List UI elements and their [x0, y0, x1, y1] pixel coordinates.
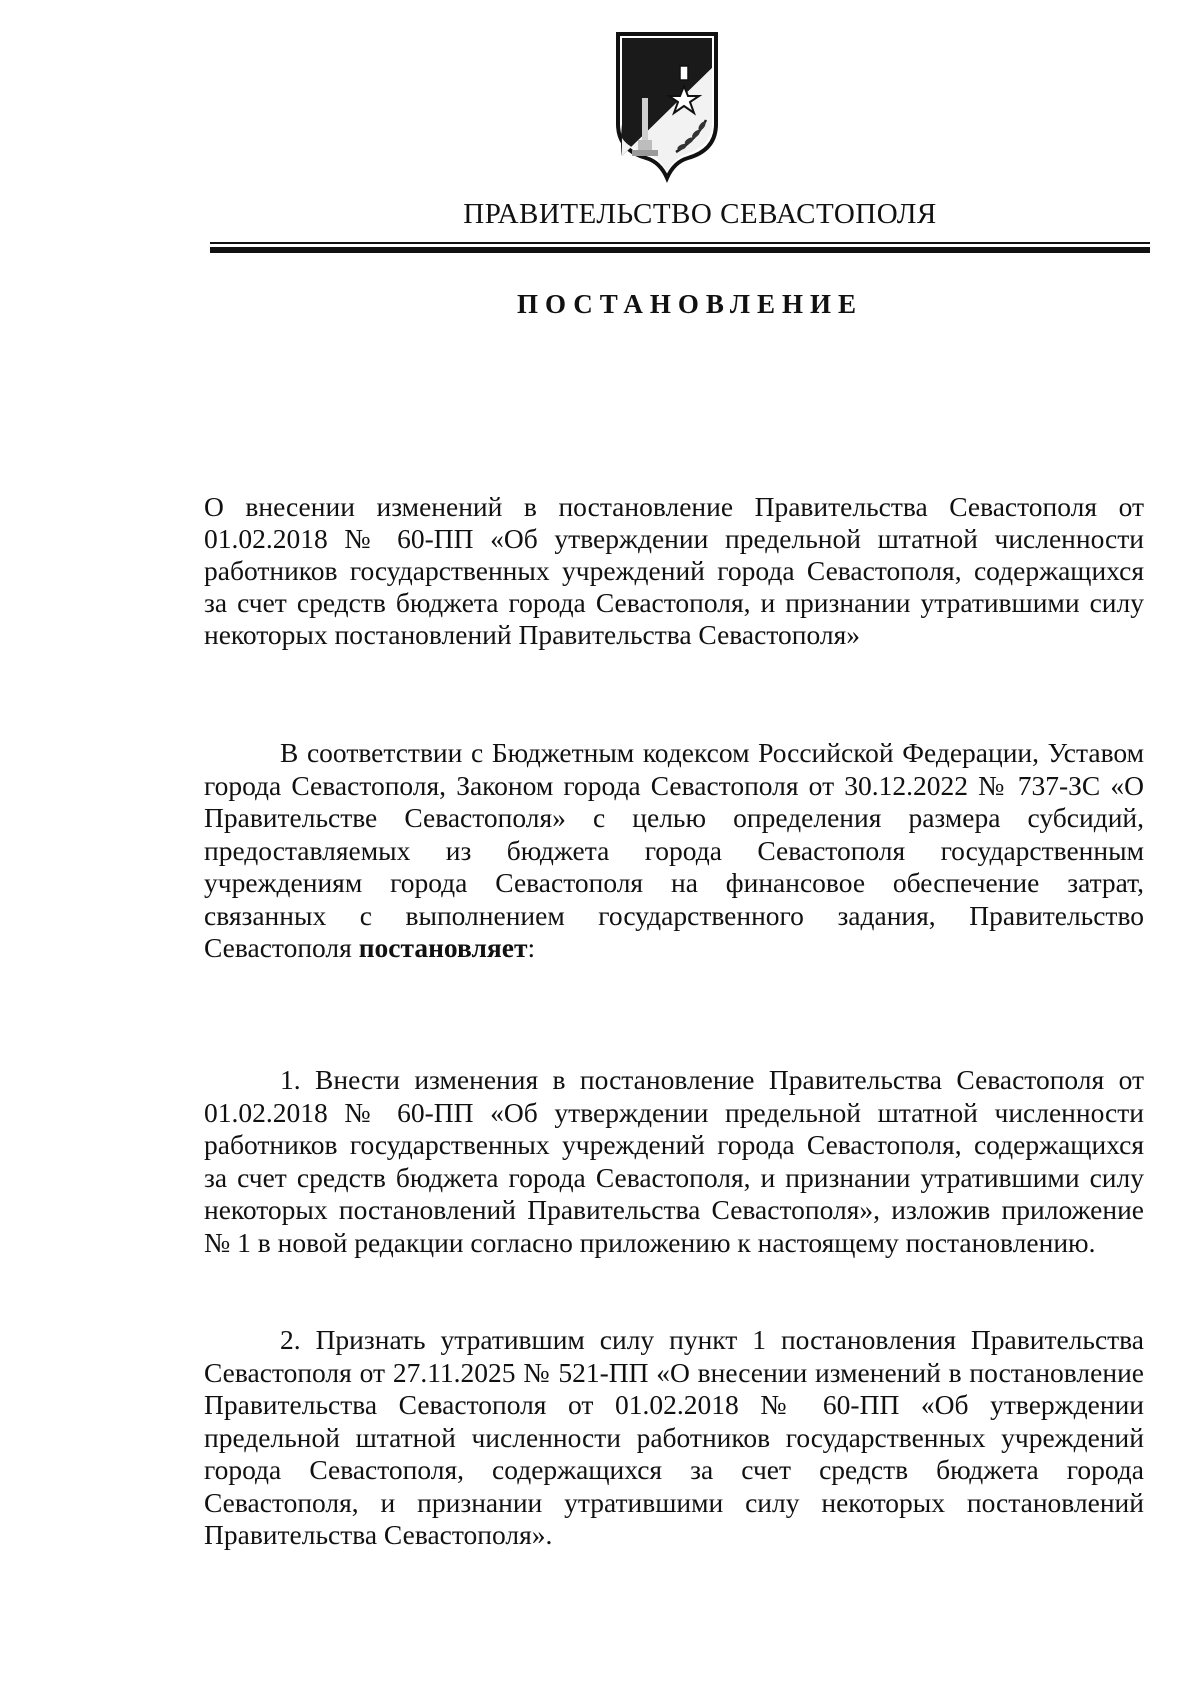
- preamble-text: В соответствии с Бюджетным кодексом Российской Федерации, Уставом города Севастополя, Законом города Севастополя от 30.12.2022 № 737-ЗС «О Правительстве Севастополя» с целью определения размера субсидий, предоставляемых из бюджета города Севастополя государственным учреждениям города Севастополя на финансовое обеспечение затрат, связанных с выполнением государственного задания, Правительство Севастополя: [204, 737, 1144, 963]
- preamble-verb: постановляет: [358, 932, 528, 963]
- order-item-1: 1. Внести изменения в постановление Правительства Севастополя от 01.02.2018 № 60-ПП «Об утверждении предельной штатной численности работников государственных учреждений города Севастополя, содержащихся за счет средств бюджета города Севастополя, и признании утратившими силу некоторых постановлений Правительства Севастополя», изложив приложение № 1 в новой редакции согласно приложению к настоящему постановлению.: [204, 1064, 1144, 1258]
- preamble-colon: :: [527, 932, 536, 963]
- document-subject: О внесении изменений в постановление Правительства Севастополя от 01.02.2018 № 60-ПП «Об утверждении предельной штатной численности работников государственных учреждений города Севастополя, содержащихся за счет средств бюджета города Севастополя, и признании утратившими силу некоторых постановлений Правительства Севастополя»: [204, 491, 1144, 650]
- sevastopol-coat-of-arms-icon: [612, 28, 722, 188]
- preamble-paragraph: [204, 737, 1144, 965]
- header-rule-thin: [210, 242, 1150, 244]
- organization-name: ПРАВИТЕЛЬСТВО СЕВАСТОПОЛЯ: [463, 198, 937, 230]
- document-type-title: ПОСТАНОВЛЕНИЕ: [516, 289, 864, 319]
- order-item-2: 2. Признать утратившим силу пункт 1 постановления Правительства Севастополя от 27.11.2025 № 521-ПП «О внесении изменений в постановление Правительства Севастополя от 01.02.2018 № 60-ПП «Об утверждении предельной штатной численности работников государственных учреждений города Севастополя, содержащихся за счет средств бюджета города Севастополя, и признании утратившими силу некоторых постановлений Правительства Севастополя».: [204, 1324, 1144, 1550]
- header-rule-thick: [210, 247, 1150, 253]
